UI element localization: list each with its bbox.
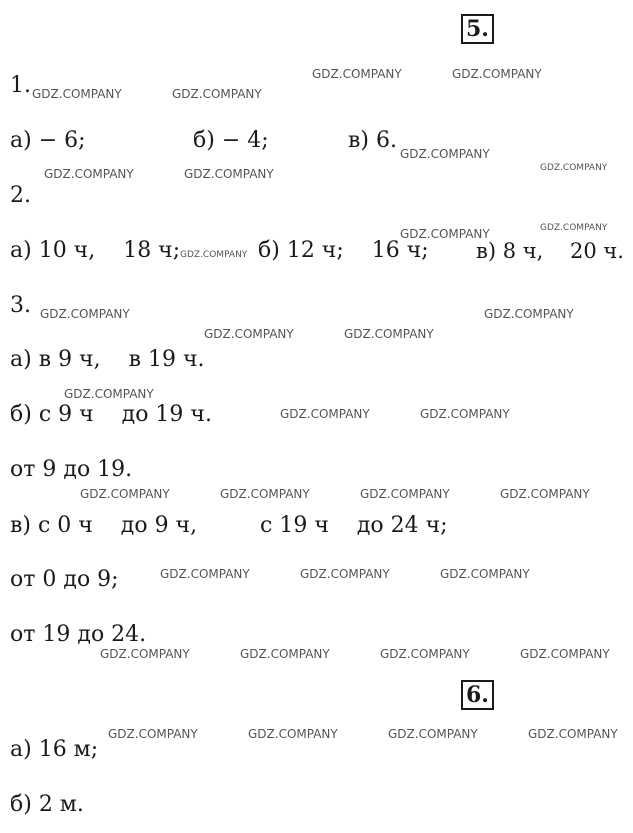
watermark: GDZ.COMPANY [280, 407, 370, 421]
watermark: GDZ.COMPANY [400, 147, 490, 161]
watermark: GDZ.COMPANY [312, 67, 402, 81]
watermark: GDZ.COMPANY [40, 307, 130, 321]
watermark: GDZ.COMPANY [400, 227, 490, 241]
watermark: GDZ.COMPANY [80, 487, 170, 501]
watermark: GDZ.COMPANY [520, 647, 610, 661]
watermark: GDZ.COMPANY [388, 727, 478, 741]
watermark: GDZ.COMPANY [100, 647, 190, 661]
watermark: GDZ.COMPANY [540, 163, 608, 173]
watermark: GDZ.COMPANY [484, 307, 574, 321]
answer-2b: б) 12 ч; 16 ч; [258, 238, 429, 263]
watermark: GDZ.COMPANY [452, 67, 542, 81]
watermark: GDZ.COMPANY [528, 727, 618, 741]
watermark: GDZ.COMPANY [44, 167, 134, 181]
answer-3c-interval-2: от 19 до 24. [10, 622, 147, 647]
watermark: GDZ.COMPANY [32, 87, 122, 101]
answer-2-label: 2. [10, 183, 31, 208]
answer-6b: б) 2 м. [10, 792, 84, 817]
answer-3c: в) с 0 ч до 9 ч, с 19 ч до 24 ч; [10, 513, 448, 538]
watermark: GDZ.COMPANY [64, 387, 154, 401]
answer-2a: а) 10 ч, 18 ч; [10, 238, 181, 263]
watermark: GDZ.COMPANY [240, 647, 330, 661]
answer-3a: а) в 9 ч, в 19 ч. [10, 347, 205, 372]
watermark: GDZ.COMPANY [220, 487, 310, 501]
answer-3b: б) с 9 ч до 19 ч. [10, 402, 212, 427]
answer-1b: б) − 4; [193, 128, 269, 153]
watermark: GDZ.COMPANY [300, 567, 390, 581]
section-number-6: 6. [461, 680, 494, 710]
watermark: GDZ.COMPANY [440, 567, 530, 581]
watermark: GDZ.COMPANY [172, 87, 262, 101]
answer-1-label: 1. [10, 73, 31, 98]
answer-6a: а) 16 м; [10, 737, 99, 762]
watermark: GDZ.COMPANY [540, 223, 608, 233]
watermark: GDZ.COMPANY [160, 567, 250, 581]
watermark: GDZ.COMPANY [420, 407, 510, 421]
answer-1a: а) − 6; [10, 128, 86, 153]
answer-1c: в) 6. [348, 128, 397, 153]
watermark: GDZ.COMPANY [380, 647, 470, 661]
watermark: GDZ.COMPANY [500, 487, 590, 501]
section-number-5: 5. [461, 14, 494, 44]
answer-3-label: 3. [10, 293, 31, 318]
watermark: GDZ.COMPANY [204, 327, 294, 341]
watermark: GDZ.COMPANY [108, 727, 198, 741]
answer-3b-interval: от 9 до 19. [10, 457, 133, 482]
watermark: GDZ.COMPANY [344, 327, 434, 341]
answer-2c: в) 8 ч, 20 ч. [476, 239, 624, 263]
answer-3c-interval-1: от 0 до 9; [10, 567, 119, 592]
watermark: GDZ.COMPANY [180, 250, 248, 260]
watermark: GDZ.COMPANY [360, 487, 450, 501]
watermark: GDZ.COMPANY [248, 727, 338, 741]
watermark: GDZ.COMPANY [184, 167, 274, 181]
